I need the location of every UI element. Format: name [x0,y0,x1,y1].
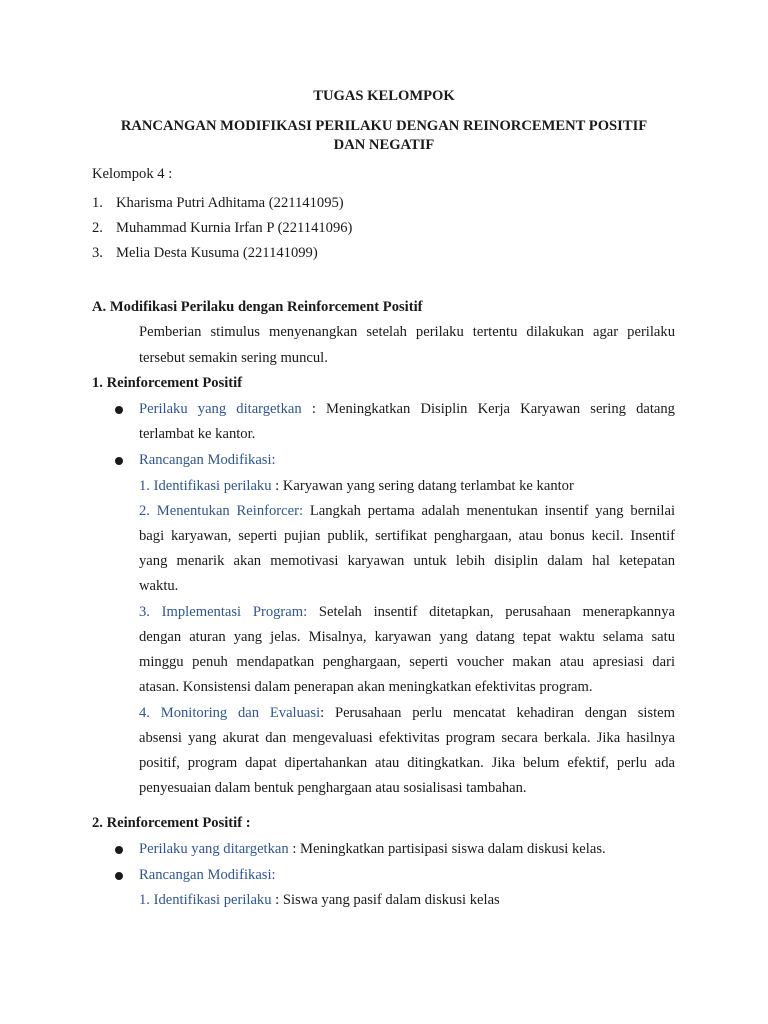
rp1-step4-line-4: penyesuaian dalam bentuk penghargaan atau sosialisasi tambahan. [139,780,527,796]
rp1-step3-text: Setelah insentif ditetapkan, perusahaan menerapkannya [307,604,675,620]
rp1-step1-label: 1. Identifikasi perilaku [139,478,272,494]
member-name: Kharisma Putri Adhitama (221141095) [116,195,344,211]
rp1-step4-line-3: positif, program dapat dipertahankan atau ditingkatkan. Jika belum efektif, perlu ada [139,755,675,771]
rp1-step2-text: Langkah pertama adalah menentukan insentif yang bernilai [303,503,676,519]
document-title: TUGAS KELOMPOK [313,88,455,104]
rp1-step3-line-1 [139,604,675,621]
rp1-step2-line-2: bagi karyawan, seperti pujian publik, sertifikat penghargaan, atau bonus kecil. Insentif [139,528,675,544]
rp1-step3-line-2: dengan aturan yang jelas. Misalnya, karyawan yang datang tepat waktu selama satu [139,629,675,645]
rp1-step4-line-1 [139,705,675,722]
rp2-step1-text: : Siswa yang pasif dalam diskusi kelas [271,892,500,908]
section-a-intro-line-2: tersebut semakin sering muncul. [139,350,328,366]
rp2-target-label: Perilaku yang ditargetkan [139,841,289,857]
rp1-target-line-2: terlambat ke kantor. [139,426,256,442]
member-number: 3. [92,245,103,261]
member-name: Muhammad Kurnia Irfan P (221141096) [116,220,353,236]
rp1-step2-label: 2. Menentukan Reinforcer: [139,503,304,519]
rp1-step1-text: : Karyawan yang sering datang terlambat ke kantor [271,478,574,494]
document-subtitle-line-1: RANCANGAN MODIFIKASI PERILAKU DENGAN REINORCEMENT POSITIF [120,118,648,134]
rp1-step1 [139,478,675,495]
bullet-icon [115,457,123,465]
rp1-heading: 1. Reinforcement Positif [92,375,243,391]
rp2-step1 [139,892,675,909]
rp1-step2-line-1 [139,503,675,520]
group-label: Kelompok 4 : [92,166,173,182]
document-subtitle-line-2: DAN NEGATIF [333,137,435,153]
rp1-target-label: Perilaku yang ditargetkan [139,401,302,417]
member-number: 1. [92,195,103,211]
member-number: 2. [92,220,103,236]
rp2-target [139,841,675,858]
bullet-icon [115,872,123,880]
rp1-step4-text: : Perusahaan perlu mencatat kehadiran dengan sistem [320,705,675,721]
rp2-design-label: Rancangan Modifikasi: [139,867,276,883]
rp1-target-text: : Meningkatkan Disiplin Kerja Karyawan sering datang [301,401,675,417]
rp1-step2-line-3: yang menarik akan memotivasi karyawan untuk lebih disiplin dalam hal ketepatan [139,553,675,569]
rp1-step3-label: 3. Implementasi Program: [139,604,308,620]
member-name: Melia Desta Kusuma (221141099) [116,245,318,261]
bullet-icon [115,846,123,854]
rp1-step4-line-2: absensi yang akurat dan mengevaluasi efektivitas program secara berkala. Jika hasilnya [139,730,675,746]
rp2-heading: 2. Reinforcement Positif : [92,815,251,831]
rp2-step1-label: 1. Identifikasi perilaku [139,892,272,908]
section-a-heading: A. Modifikasi Perilaku dengan Reinforcement Positif [92,299,423,315]
rp1-design-label: Rancangan Modifikasi: [139,452,276,468]
rp2-target-text: : Meningkatkan partisipasi siswa dalam diskusi kelas. [288,841,606,857]
rp1-step3-line-3: minggu penuh mendapatkan penghargaan, seperti voucher makan atau apresiasi dari [139,654,675,670]
rp1-step4-label: 4. Monitoring dan Evaluasi [139,705,321,721]
bullet-icon [115,406,123,414]
section-a-intro-line-1: Pemberian stimulus menyenangkan setelah perilaku tertentu dilakukan agar perilaku [139,324,675,340]
rp1-step3-line-4: atasan. Konsistensi dalam penerapan akan meningkatkan efektivitas program. [139,679,593,695]
rp1-step2-line-4: waktu. [139,578,179,594]
rp1-target-line-1 [139,401,675,418]
